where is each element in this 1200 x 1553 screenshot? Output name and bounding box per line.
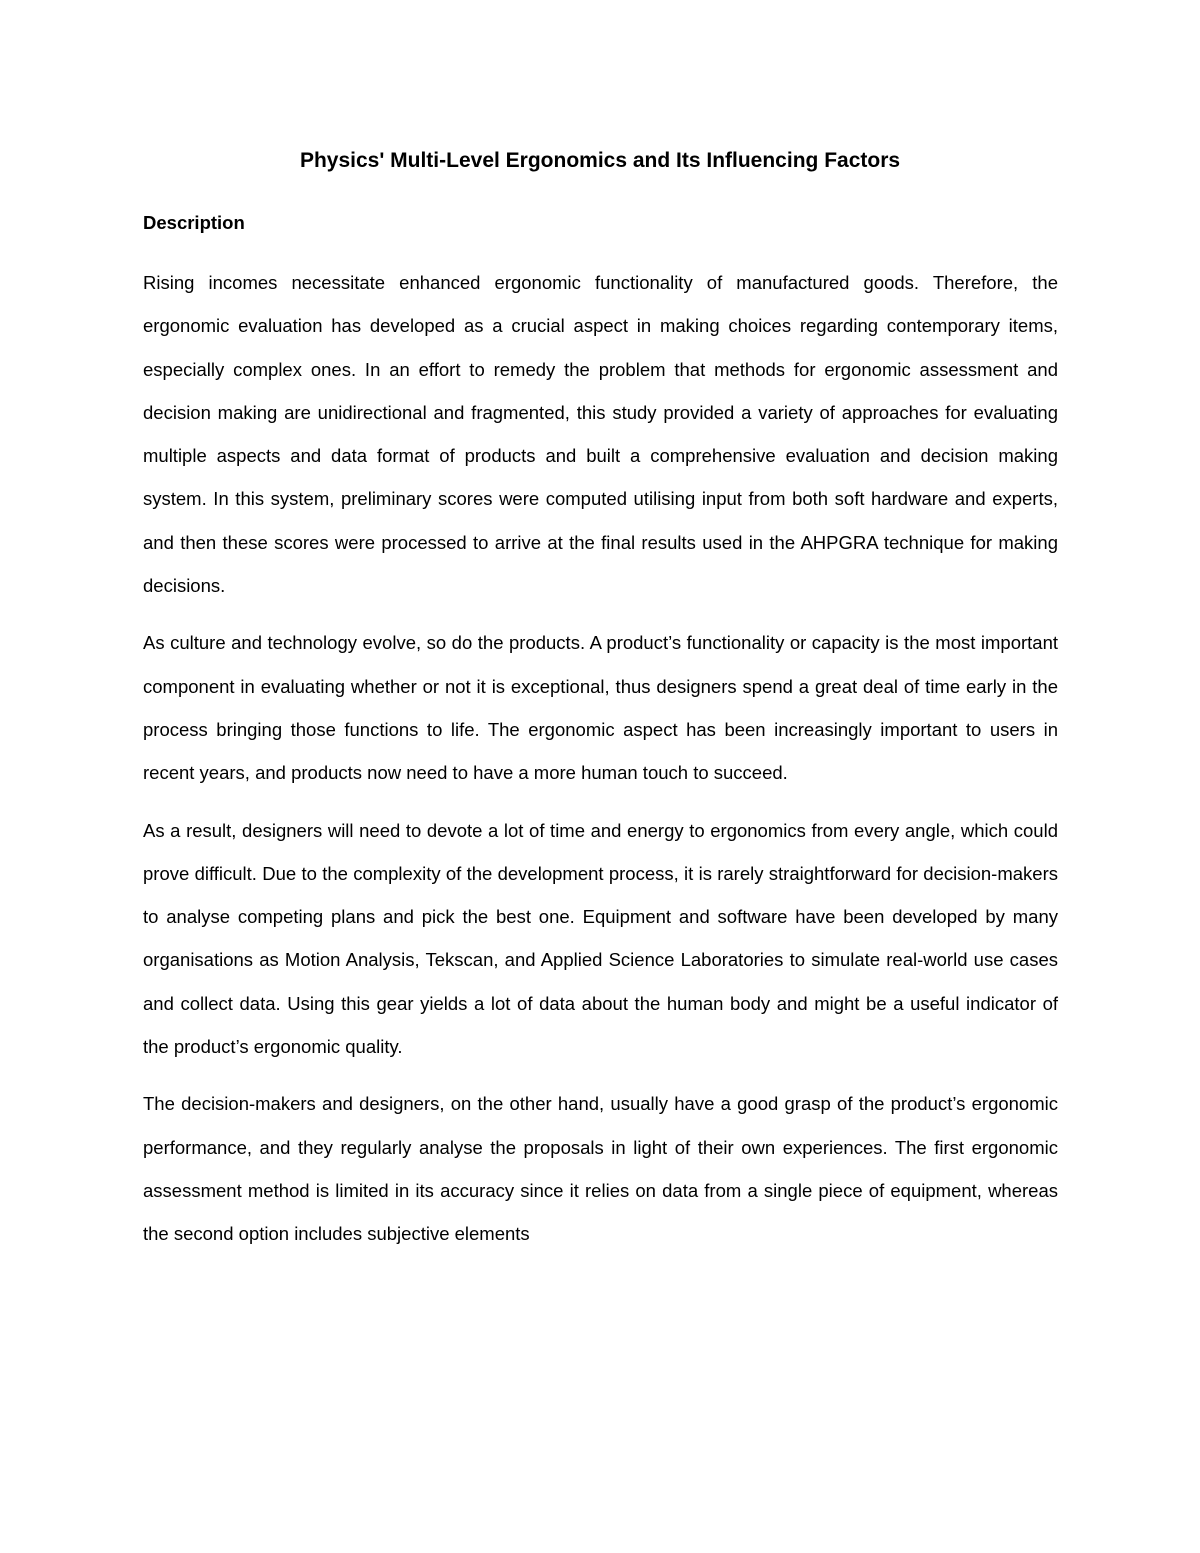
body-text <box>143 261 1058 1270</box>
paragraph: The decision-makers and designers, on the other hand, usually have a good grasp of the product’s ergonomic performance, and they regularly analyse the proposals in light of their own experiences. The first ergonomic assessment method is limited in its accuracy since it relies on data from a single piece of equipment, whereas the second option includes subjective elements <box>143 1093 1058 1245</box>
section-heading: Description <box>143 212 245 233</box>
paragraph: As a result, designers will need to devote a lot of time and energy to ergonomics from every angle, which could prove difficult. Due to the complexity of the development process, it is rarely straightforward for decision-makers to analyse competing plans and pick the best one. Equipment and software have been developed by many organisations as Motion Analysis, Tekscan, and Applied Science Laboratories to simulate real-world use cases and collect data. Using this gear yields a lot of data about the human body and might be a useful indicator of the product’s ergonomic quality. <box>143 819 1058 1058</box>
paragraph: As culture and technology evolve, so do the products. A product’s functionality or capacity is the most important component in evaluating whether or not it is exceptional, thus designers spend a great deal of time early in the process bringing those functions to life. The ergonomic aspect has been increasingly important to users in recent years, and products now need to have a more human touch to succeed. <box>143 632 1058 784</box>
paragraph: Rising incomes necessitate enhanced ergonomic functionality of manufactured goods. Therefore, the ergonomic evaluation has developed as a crucial aspect in making choices regarding contemporary items, especially complex ones. In an effort to remedy the problem that methods for ergonomic assessment and decision making are unidirectional and fragmented, this study provided a variety of approaches for evaluating multiple aspects and data format of products and built a comprehensive evaluation and decision making system. In this system, preliminary scores were computed utilising input from both soft hardware and experts, and then these scores were processed to arrive at the final results used in the AHPGRA technique for making decisions. <box>143 272 1058 597</box>
document-title: Physics' Multi-Level Ergonomics and Its Influencing Factors <box>299 149 901 172</box>
